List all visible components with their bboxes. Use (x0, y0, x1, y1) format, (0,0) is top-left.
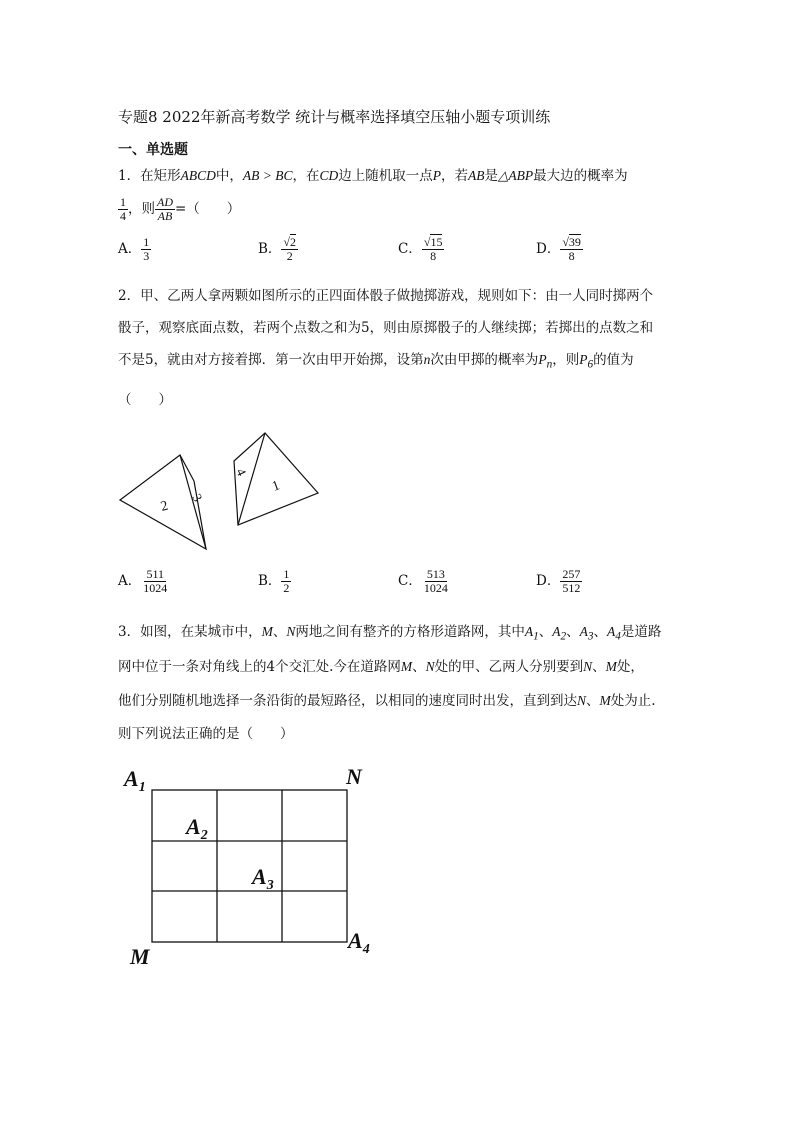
label-a3 (250, 864, 274, 893)
q1-option-c[interactable] (398, 236, 444, 263)
frac-den: 2 (283, 581, 290, 595)
var-sub: n (546, 358, 553, 371)
q2-option-d[interactable] (536, 568, 582, 595)
q1-text: ，则 (128, 201, 155, 217)
var-sub: 1 (533, 630, 539, 643)
q1-text: ，若 (440, 168, 468, 184)
label-a1 (122, 766, 146, 795)
q3-var (606, 624, 621, 643)
var-base: P (538, 352, 547, 367)
radicand: 2 (290, 235, 297, 249)
q3-var: N (583, 659, 593, 674)
grid-labels (122, 764, 370, 969)
die-face-label: 4 (233, 465, 250, 479)
q2-option-b[interactable] (258, 568, 291, 595)
q3-var: N (577, 693, 587, 708)
q1-var: ABCD (180, 168, 216, 183)
q2-text: 不是5，就由对方接着掷．第一次由甲开始掷，设第 (118, 352, 424, 368)
q3-text: 处， (616, 659, 644, 675)
option-label: B． (258, 573, 282, 589)
label-sub: 4 (362, 942, 370, 957)
q1-var: P (432, 168, 441, 183)
option-label: C． (398, 241, 422, 257)
frac-num: 1 (283, 567, 290, 581)
var-base: A (579, 624, 588, 639)
option-label: D． (536, 241, 561, 257)
q2-paren: （ ） (118, 392, 172, 408)
frac-den: 8 (568, 249, 575, 263)
die-face-label: 3 (189, 491, 206, 505)
label-base: A (252, 864, 267, 889)
frac-den: 3 (143, 249, 150, 263)
q1-text: ，在 (292, 168, 320, 184)
q3-text: 他们分别随机地选择一条沿街的最短路径，以相同的速度同时出发，直到到达 (118, 693, 577, 709)
section-heading: 一、单选题 (118, 142, 188, 158)
page-title: 专题8 2022年新高考数学 统计与概率选择填空压轴小题专项训练 (118, 108, 551, 126)
road-grid-figure (110, 760, 390, 970)
label-a2 (184, 814, 208, 843)
label-sub: 3 (266, 878, 274, 893)
q3-text: 是道路 (620, 624, 662, 640)
label-m: M (130, 944, 150, 969)
q2-stem-line3 (118, 348, 634, 371)
q3-text: 、 (538, 624, 553, 640)
q3-text: 、 (412, 659, 426, 675)
q3-text: 处的甲、乙两人分别要到 (434, 659, 584, 675)
label-base: A (124, 766, 139, 791)
q1-stem-line1 (118, 164, 628, 184)
q2-var (538, 352, 553, 371)
q1-option-a[interactable] (118, 236, 151, 263)
q1-number: 1． (118, 168, 141, 184)
q3-var: N (286, 624, 296, 639)
q3-stem-line1 (118, 620, 661, 643)
q2-stem-line1: 2．甲、乙两人拿两颗如图所示的正四面体骰子做抛掷游戏，规则如下：由一人同时掷两个 (118, 288, 654, 304)
q3-text: 处为止. (610, 693, 656, 709)
q3-stem-line4: 则下列说法正确的是（ ） (118, 726, 294, 742)
q3-stem-line2 (118, 655, 644, 675)
frac-den: 4 (120, 209, 126, 223)
frac-den: 8 (430, 249, 437, 263)
q1-text: 最大边的概率为 (533, 168, 628, 184)
die-face-label: 1 (270, 478, 282, 495)
label-base: A (186, 814, 201, 839)
frac-num: 257 (562, 567, 581, 581)
q1-var: △ABP (497, 168, 534, 183)
die-left (120, 455, 206, 549)
option-label: D． (536, 573, 561, 589)
q3-text: 、 (566, 624, 580, 640)
frac-den: 1024 (143, 581, 168, 595)
var-base: A (552, 624, 561, 639)
q2-option-c[interactable] (398, 568, 450, 595)
label-sub: 2 (200, 828, 208, 843)
option-label: C． (398, 573, 422, 589)
die-face-label: 2 (159, 498, 170, 515)
q2-text: 次由甲掷的概率为 (430, 352, 539, 368)
q3-text: 两地之间有整齐的方格形道路网，其中 (295, 624, 525, 640)
q3-var (579, 624, 594, 643)
option-label: A． (118, 573, 142, 589)
q3-text: 、 (586, 693, 600, 709)
q3-var: N (425, 659, 435, 674)
frac-den: 512 (562, 581, 581, 595)
q3-text: 网中位于一条对角线上的4个交汇处.今在道路网 (118, 659, 401, 675)
q2-option-a[interactable] (118, 568, 169, 595)
frac-den: 2 (286, 249, 293, 263)
frac-num: √15 (423, 235, 443, 249)
var-sub: 3 (587, 630, 594, 643)
q1-text: 是 (484, 168, 498, 184)
q1-stem-line2 (118, 196, 240, 223)
q2-stem-line2: 骰子，观察底面点数，若两个点数之和为5，则由原掷骰子的人继续掷；若掷出的点数之和 (118, 320, 654, 336)
var-base: A (524, 624, 534, 639)
q3-var (524, 624, 539, 643)
frac-num: 513 (426, 567, 445, 581)
var-sub: 4 (615, 630, 621, 643)
radicand: 39 (568, 235, 581, 249)
label-n: N (346, 764, 362, 789)
q3-var (552, 624, 567, 643)
grid-lines (152, 790, 347, 942)
var-sub: 6 (587, 358, 594, 371)
q2-var (579, 352, 594, 371)
label-sub: 1 (138, 780, 146, 795)
q1-text: =（ ） (175, 201, 241, 217)
die-right (233, 433, 318, 525)
frac-den: AB (157, 209, 173, 223)
q1-var: CD (319, 168, 339, 183)
frac-num: √2 (283, 235, 297, 249)
q3-var: M (599, 693, 611, 708)
label-a4 (346, 928, 370, 957)
q2-text: 的值为 (593, 352, 634, 368)
var-sub: 2 (560, 630, 567, 643)
label-base: A (348, 928, 363, 953)
q1-text: 中， (215, 168, 243, 184)
q1-probability-fraction (118, 196, 128, 223)
q3-var: M (605, 659, 617, 674)
frac-num: 1 (143, 235, 150, 249)
frac-num: 511 (146, 567, 165, 581)
q1-option-b[interactable] (258, 236, 298, 263)
var-base: A (606, 624, 616, 639)
radicand: 15 (430, 235, 443, 249)
frac-den: 1024 (423, 581, 448, 595)
q1-text: 在矩形 (140, 168, 181, 184)
q2-var: n (423, 352, 431, 367)
q1-text: 边上随机取一点 (338, 168, 433, 184)
tetrahedron-dice-figure (110, 425, 330, 555)
frac-num: 1 (120, 195, 126, 209)
frac-num: AD (157, 195, 173, 209)
q1-option-d[interactable] (536, 236, 583, 263)
option-label: A． (118, 241, 142, 257)
q1-var: AB (467, 168, 485, 183)
q1-var: AB > BC (242, 168, 293, 183)
var-base: P (579, 352, 588, 367)
q3-text: 、 (272, 624, 287, 640)
q3-text: 3．如图，在某城市中， (118, 624, 262, 640)
q3-var: M (400, 659, 413, 674)
q1-ratio-fraction (155, 196, 175, 223)
q3-stem-line3 (118, 689, 656, 709)
q2-text: ，则 (552, 352, 580, 368)
q3-var: M (261, 624, 273, 639)
q3-text: 、 (593, 624, 607, 640)
frac-num: √39 (562, 235, 581, 249)
q3-text: 、 (592, 659, 606, 675)
option-label: B． (258, 241, 282, 257)
